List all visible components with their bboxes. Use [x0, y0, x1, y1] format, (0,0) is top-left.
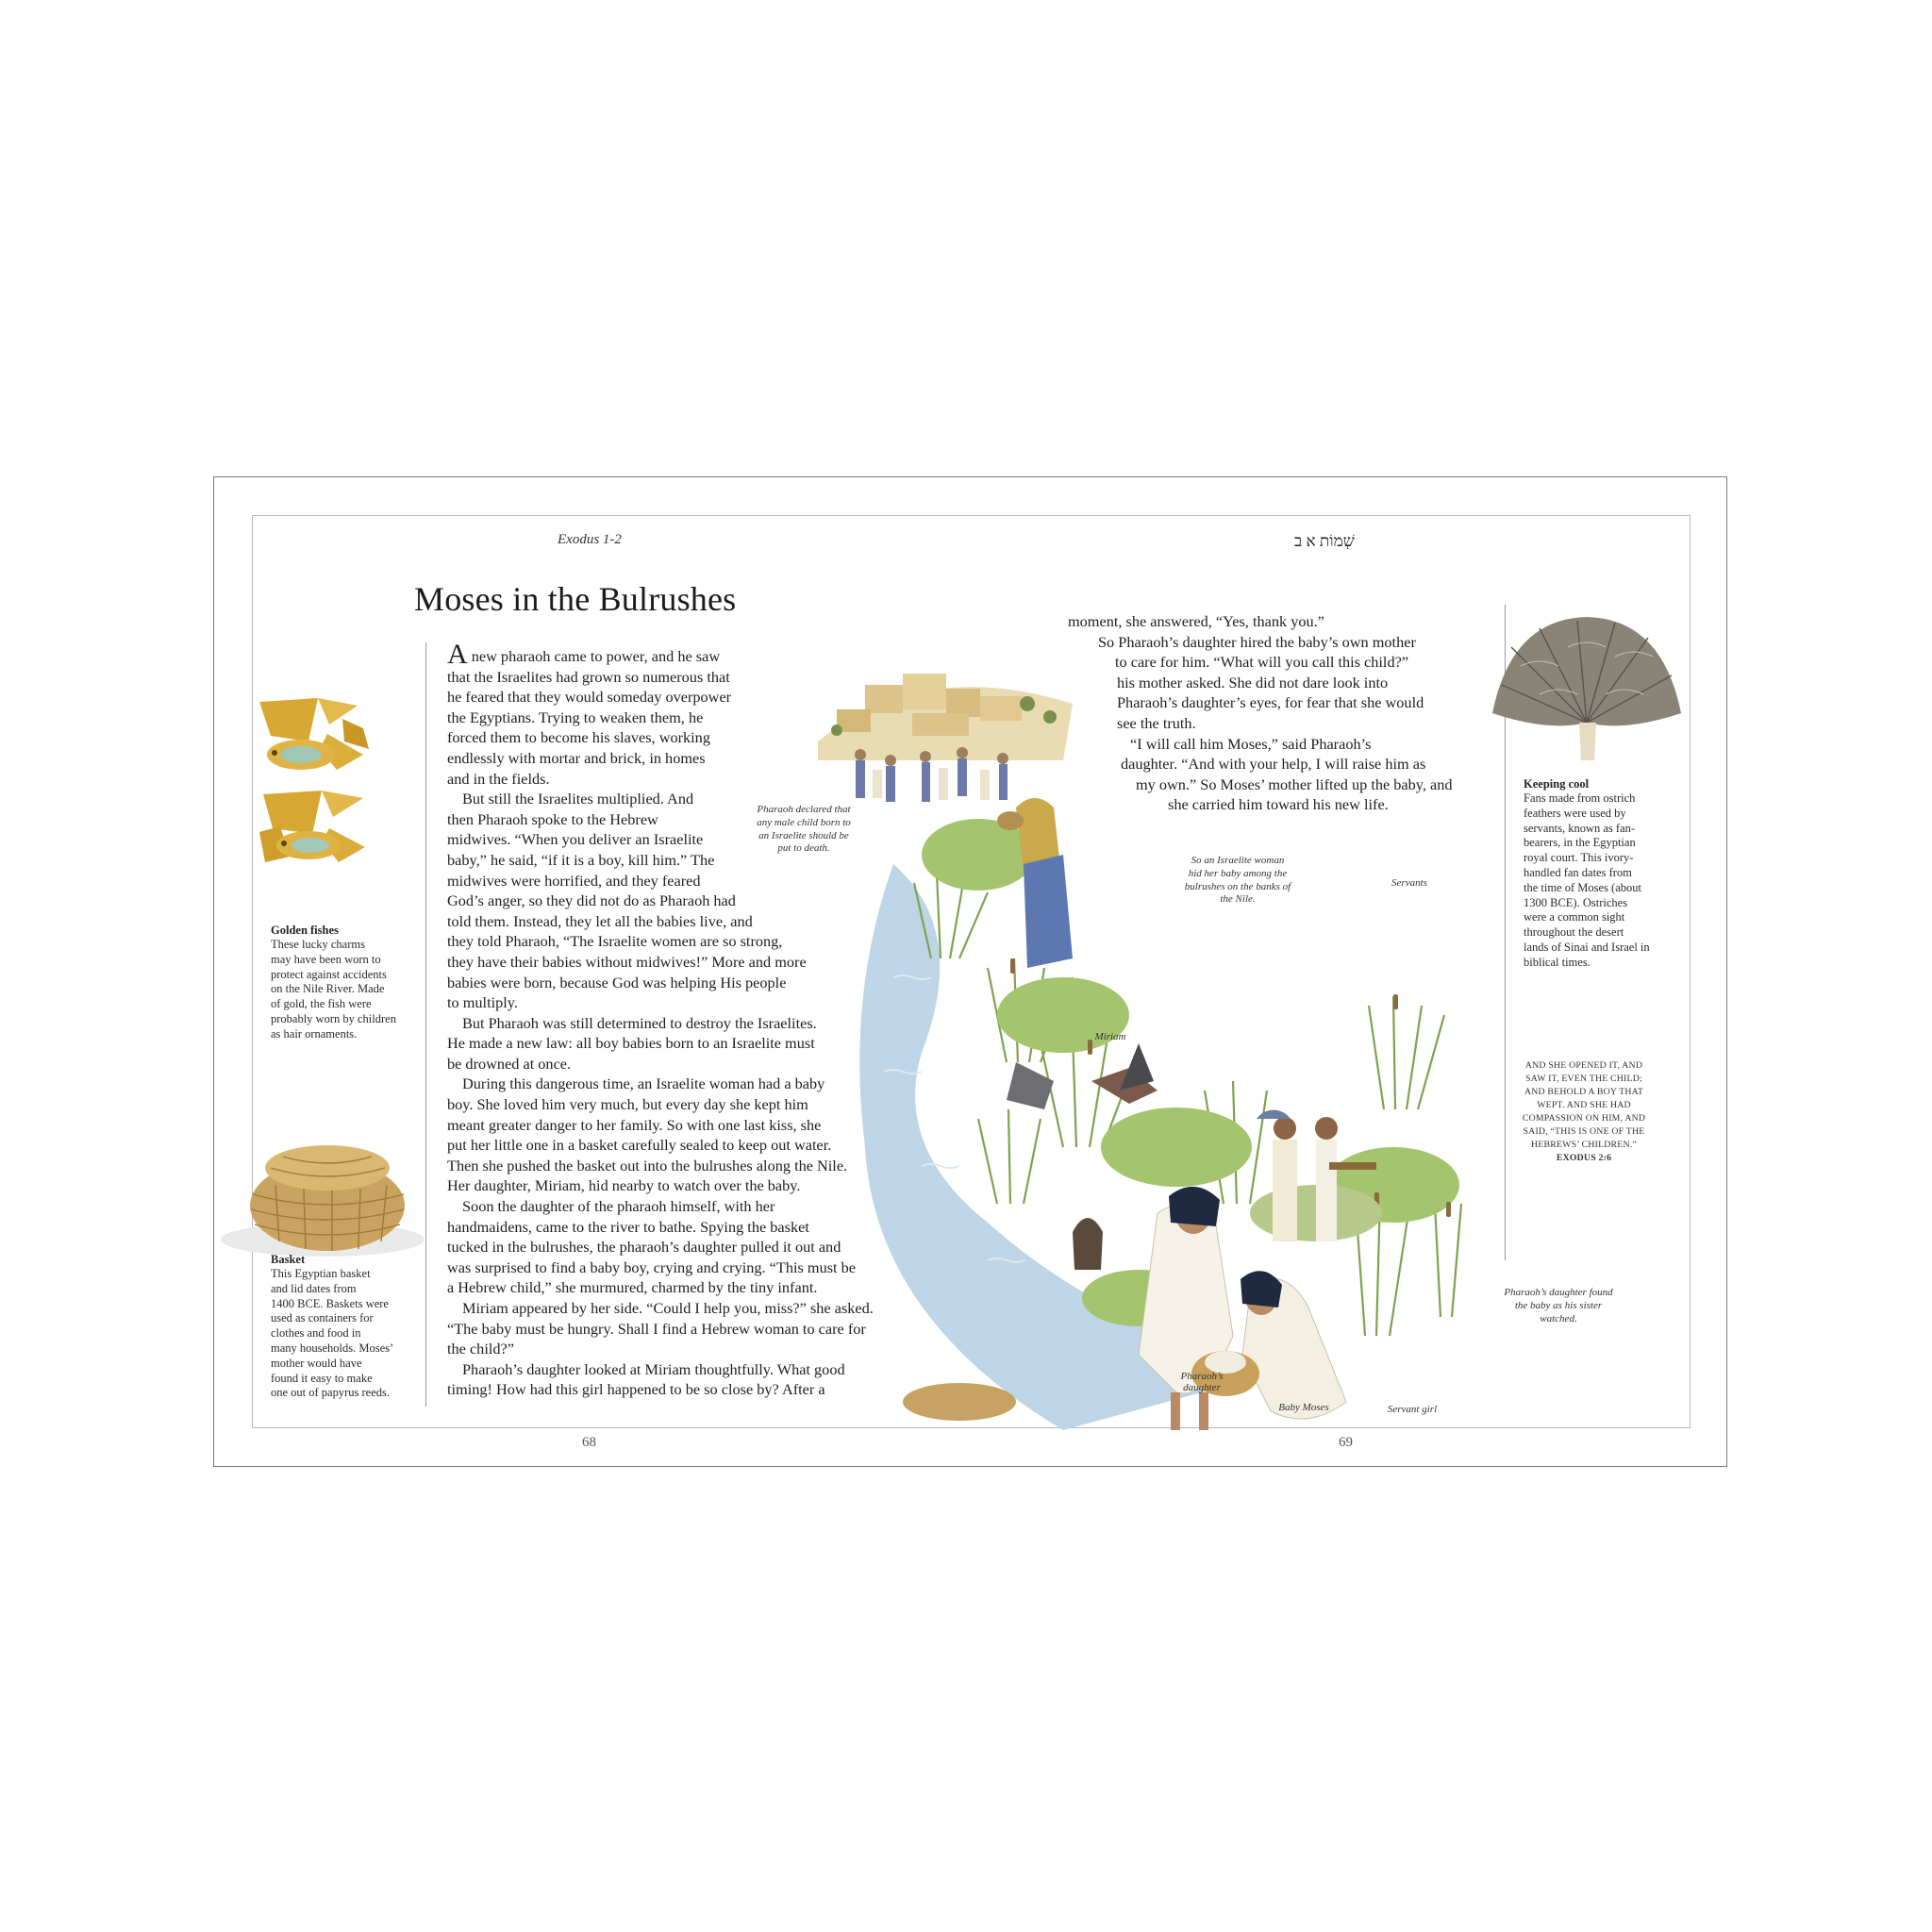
basket-caption-title: Basket — [271, 1253, 306, 1266]
flying-birds — [1007, 1043, 1158, 1109]
story-paragraph-3: But Pharaoh was still determined to destroy the Israelites. He made a new law: all boy babies born to an Israelite must be drowned at once. — [447, 1013, 817, 1073]
golden-fish-bottom — [259, 791, 365, 862]
column-rule-left — [425, 642, 426, 1407]
story-paragraph-4: During this dangerous time, an Israelite woman had a baby boy. She loved him very much, but every day she kept him meant greater danger to her family. So with one last kiss, she put her little one in a basket carefully sealed to keep out water. Then she pushed the basket out into the bulrushes along the Nile. Her daughter, Miriam, hid nearby to watch over the baby. — [447, 1074, 848, 1195]
label-servants: Servants — [1391, 877, 1427, 889]
story-paragraph-2: But still the Israelites multiplied. And then Pharaoh spoke to the Hebrew midwives. “When you deliver an Israelite baby,” he said, “if it is a boy, kill him.” The midwives were horrified, and they feared God’s anger, so they did not do as Pharaoh had told them. Instead, they let all the babies live, and they told Pharaoh, “The Israelite women are so strong, they have their babies without midwives!” More and more babies were born, because God was helping His people to multiply. — [447, 790, 807, 1012]
page-number-left: 68 — [582, 1435, 596, 1450]
running-head-left: Exodus 1-2 — [558, 532, 622, 547]
golden-fishes-caption-title: Golden fishes — [271, 924, 339, 937]
servant-girl-figure — [1241, 1271, 1346, 1419]
golden-fish-top — [259, 698, 369, 770]
golden-fishes-caption — [271, 924, 422, 1042]
golden-fishes-caption-text: These lucky charms may have been worn to protect against accidents on the Nile River. Made of gold, the fish were probably worn by children as hair ornaments. — [271, 938, 396, 1041]
story-paragraph-6: Miriam appeared by her side. “Could I help you, miss?” she asked. “The baby must be hungry. Shall I find a Hebrew woman to care for the child?” — [447, 1299, 874, 1358]
caption-daughter-found: Pharaoh’s daughter found the baby as his sister watched. — [1504, 1287, 1613, 1324]
story-paragraph-5: Soon the daughter of the pharaoh himself, with her handmaidens, came to the river to bathe. Spying the basket tucked in the bulrushes, the pharaoh’s daughter pulled it out and was surprised to find a baby boy, crying and crying. “This must be a Hebrew child,” she murmured, charmed by the tiny infant. — [447, 1197, 857, 1297]
story-text-right: moment, she answered, “Yes, thank you.” So Pharaoh’s daughter hired the baby’s own mother to care for him. “What will you call this child?” his mother asked. She did not dare look into Pharaoh’s daughter’s eyes, for fear that she would see the truth. “I will call him Moses,” said Pharaoh’s daughter. “And with your help, I will raise him as my own.” So Moses’ mother lifted up the baby, and she carried him toward his new life. — [1068, 612, 1453, 814]
fan-caption-text: Fans made from ostrich feathers were used by servants, known as fan- bearers, in the Egyptian royal court. This ivory- handled fan dates from the time of Moses (about 1300 BCE). Ostriches were a common sight throughout the desert lands of Sinai and Israel in biblical times. — [1524, 791, 1650, 969]
basket-caption — [271, 1253, 422, 1401]
fan-caption — [1524, 777, 1674, 971]
ivory-handle — [1579, 723, 1596, 760]
story-paragraph-7: Pharaoh’s daughter looked at Miriam thoughtfully. What good timing! How had this girl happened to be so close by? After a — [447, 1359, 845, 1399]
scripture-quote: AND SHE OPENED IT, AND SAW IT, EVEN THE CHILD; AND BEHOLD A BOY THAT WEPT. AND SHE HAD COMPASSION ON HIM, AND SAID, “THIS IS ONE OF THE HEBREWS’ CHILDREN.” EXODUS 2:6 — [1508, 1059, 1659, 1165]
label-miriam: Miriam — [1094, 1031, 1126, 1042]
running-head-hebrew: שְׁמוֹת א ב — [1294, 532, 1355, 550]
miriam-figure — [1073, 1218, 1103, 1270]
basket-lid — [903, 1383, 1016, 1421]
basket-caption-text: This Egyptian basket and lid dates from 1400 BCE. Baskets were used as containers for clothes and food in many households. Moses’ mother would have found it easy to make one out of papyrus reeds. — [271, 1267, 394, 1400]
caption-israelite-woman: So an Israelite woman hid her baby among the bulrushes on the banks of the Nile. — [1184, 855, 1291, 906]
basket-image — [219, 1119, 426, 1260]
egyptian-town-scene — [818, 674, 1073, 760]
page-title: Moses in the Bulrushes — [414, 580, 737, 618]
label-pharaohs-daughter: Pharaoh’s daughter — [1180, 1371, 1224, 1393]
label-baby-moses: Baby Moses — [1278, 1402, 1329, 1413]
scripture-reference: EXODUS 2:6 — [1556, 1153, 1612, 1163]
drop-cap: A — [447, 639, 468, 670]
book-spread — [213, 476, 1727, 1467]
story-paragraph-1: A new pharaoh came to power, and he saw that the Israelites had grown so numerous that he feared that they would someday overpower the Egyptians. Trying to weaken them, he forced them to become his slaves, working endlessly with mortar and brick, in homes and in the fields. — [447, 639, 732, 788]
ostrich-feather-fan-image — [1474, 609, 1690, 770]
caption-pharaoh-declared: Pharaoh declared that any male child born to an Israelite should be put to death. — [757, 804, 851, 855]
page-number-right: 69 — [1339, 1435, 1353, 1450]
label-servant-girl: Servant girl — [1387, 1404, 1438, 1415]
fan-caption-title: Keeping cool — [1524, 777, 1590, 791]
golden-fishes-image — [252, 696, 379, 885]
